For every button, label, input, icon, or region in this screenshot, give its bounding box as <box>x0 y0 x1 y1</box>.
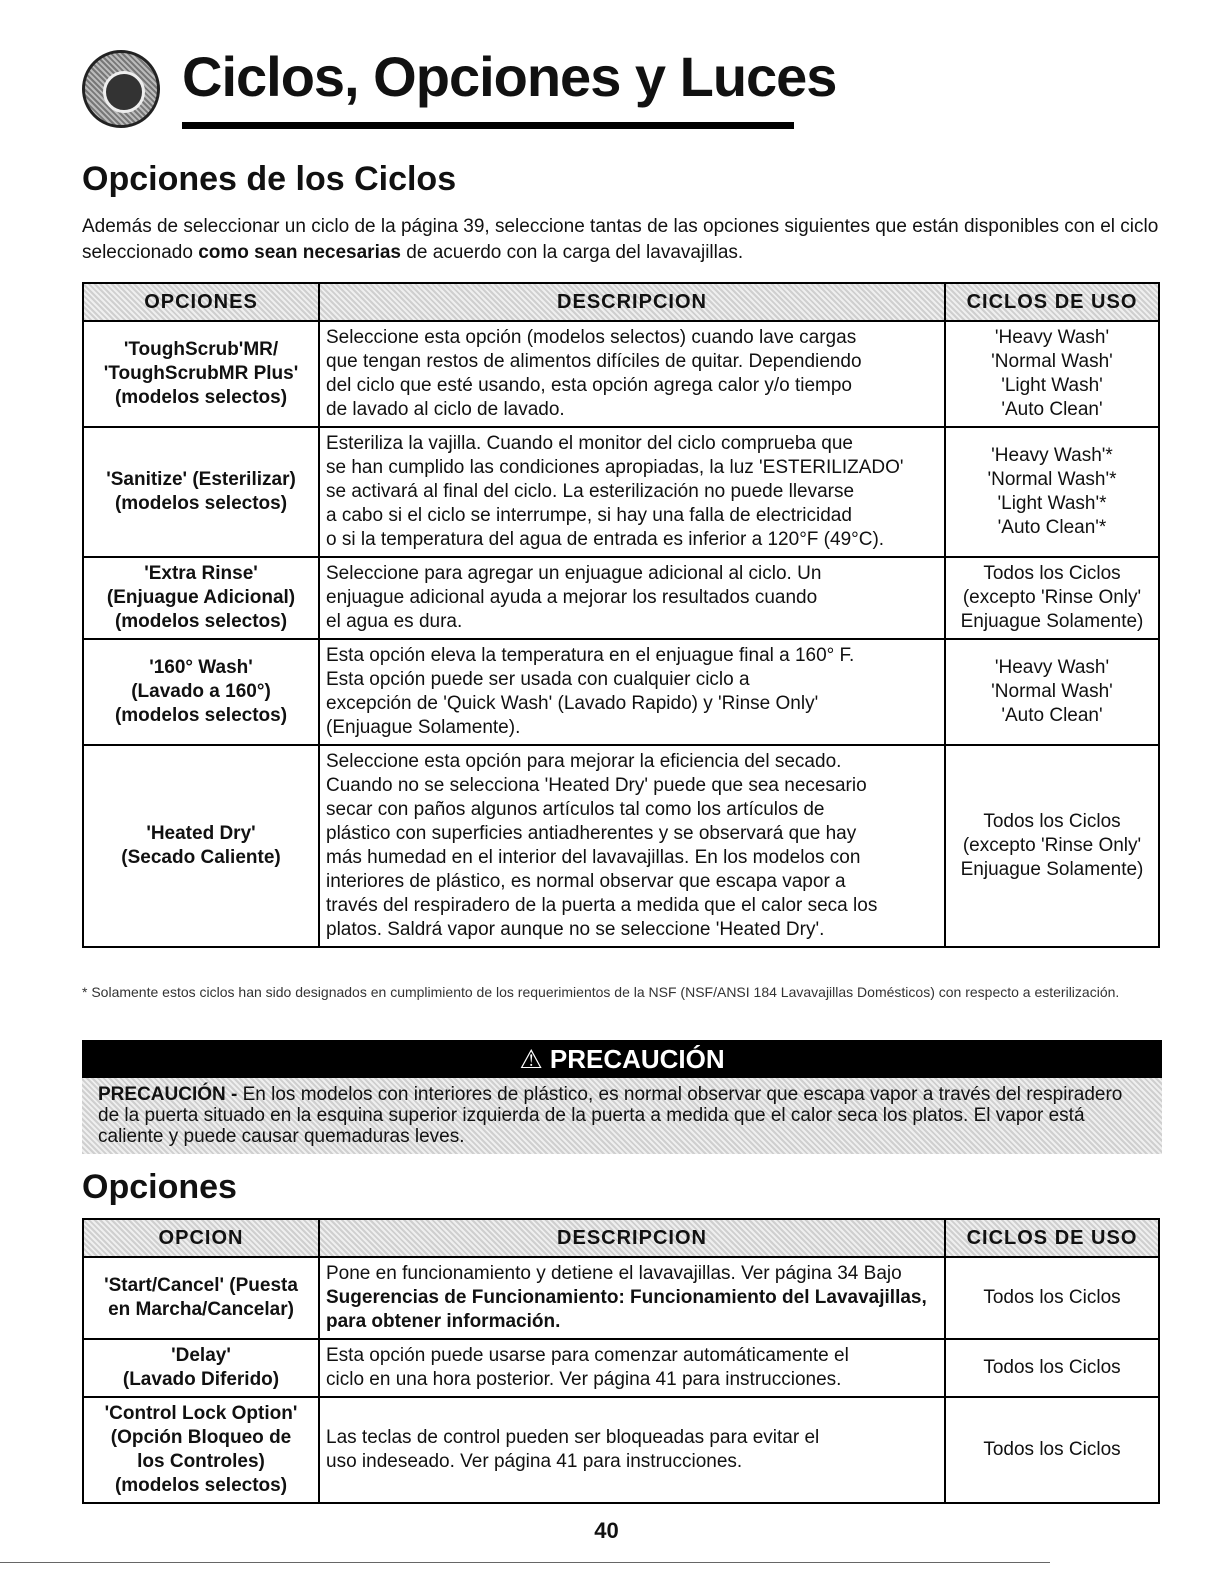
option-name-line: 'Start/Cancel' (Puesta <box>104 1275 298 1296</box>
cycles-cell <box>945 639 1159 745</box>
table-row <box>83 639 1159 745</box>
cycle-line: 'Heavy Wash' <box>994 657 1110 678</box>
cycle-line: 'Heavy Wash'* <box>991 445 1113 466</box>
option-name-line: (Enjuague Adicional) <box>106 587 296 608</box>
cycle-line: 'Auto Clean' <box>1001 399 1103 420</box>
description-line: más humedad en el interior del lavavajillas. En los modelos con <box>326 847 861 868</box>
table-row <box>83 427 1159 557</box>
option-description-cell <box>319 321 945 427</box>
description-line: se han cumplido las condiciones apropiadas, la luz 'ESTERILIZADO' <box>326 457 904 478</box>
description-line: interiores de plástico, es normal observar que escapa vapor a <box>326 871 846 892</box>
intro-emphasis: como sean necesarias <box>198 242 401 263</box>
option-name-line: 'Heated Dry' <box>146 823 256 844</box>
option-description-cell <box>319 427 945 557</box>
cycles-cell <box>945 1339 1159 1397</box>
description-line: Seleccione esta opción para mejorar la eficiencia del secado. <box>326 751 842 772</box>
column-header-description: DESCRIPCION <box>319 1219 945 1257</box>
column-header-cycles: CICLOS DE USO <box>945 1219 1159 1257</box>
caution-message <box>82 1078 1162 1154</box>
section-title-options: Opciones <box>82 1168 237 1206</box>
option-name-line: los Controles) <box>137 1451 265 1472</box>
table-row <box>83 1257 1159 1339</box>
description-line: Esta opción puede usarse para comenzar automáticamente el <box>326 1345 849 1366</box>
option-name-line: (Lavado Diferido) <box>122 1369 280 1390</box>
option-name-line: (modelos selectos) <box>114 1475 288 1496</box>
cycle-line: 'Heavy Wash' <box>994 327 1110 348</box>
description-line: Esta opción eleva la temperatura en el enjuague final a 160° F. <box>326 645 855 666</box>
cycle-line: Todos los Ciclos <box>983 563 1121 584</box>
intro-text-end: de acuerdo con la carga del lavavajillas. <box>401 242 744 263</box>
bottom-rule <box>0 1562 1050 1563</box>
description-line: través del respiradero de la puerta a medida que el calor seca los <box>326 895 878 916</box>
table-row <box>83 1397 1159 1503</box>
description-line: Las teclas de control pueden ser bloqueadas para evitar el <box>326 1427 820 1448</box>
description-line: Seleccione para agregar un enjuague adicional al ciclo. Un <box>326 563 822 584</box>
cycle-line: Enjuague Solamente) <box>960 611 1144 632</box>
description-line: plástico con superficies antiadherentes y se observará que hay <box>326 823 857 844</box>
dishwasher-control-icon <box>82 50 160 128</box>
caution-banner: ⚠ PRECAUCIÓN <box>82 1040 1162 1078</box>
title-underline <box>182 122 794 129</box>
option-name-line: '160° Wash' <box>149 657 253 678</box>
option-name-cell <box>83 427 319 557</box>
option-name-line: 'Control Lock Option' <box>104 1403 298 1424</box>
option-name-line: 'ToughScrubMR Plus' <box>103 363 299 384</box>
option-name-line: (modelos selectos) <box>114 387 288 408</box>
table-row <box>83 321 1159 427</box>
description-line: platos. Saldrá vapor aunque no se seleccione 'Heated Dry'. <box>326 919 825 940</box>
description-line: se activará al final del ciclo. La esterilización no puede llevarse <box>326 481 855 502</box>
cycle-line: (excepto 'Rinse Only' <box>962 587 1142 608</box>
cycle-line: 'Normal Wash'* <box>987 469 1117 490</box>
cycle-line: Todos los Ciclos <box>983 1357 1121 1378</box>
column-header-description: DESCRIPCION <box>319 283 945 321</box>
option-name-line: (modelos selectos) <box>114 493 288 514</box>
option-name-line: (modelos selectos) <box>114 705 288 726</box>
option-name-cell <box>83 1397 319 1503</box>
cycle-line: Todos los Ciclos <box>983 1287 1121 1308</box>
description-line: o si la temperatura del agua de entrada es inferior a 120°F (49°C). <box>326 529 885 550</box>
option-description-cell <box>319 1339 945 1397</box>
option-name-cell <box>83 639 319 745</box>
cycles-cell <box>945 557 1159 639</box>
description-line: de lavado al ciclo de lavado. <box>326 399 565 420</box>
description-line: excepción de 'Quick Wash' (Lavado Rapido) y 'Rinse Only' <box>326 693 819 714</box>
description-line: Esteriliza la vajilla. Cuando el monitor del ciclo comprueba que <box>326 433 853 454</box>
description-line: a cabo si el ciclo se interrumpe, si hay una falla de electricidad <box>326 505 852 526</box>
cycle-line: Todos los Ciclos <box>983 1439 1121 1460</box>
option-description-cell <box>319 1397 945 1503</box>
description-line: el agua es dura. <box>326 611 463 632</box>
table-header-row <box>83 1219 1159 1257</box>
column-header-options: OPCIONES <box>83 283 319 321</box>
option-name-cell <box>83 745 319 947</box>
cycles-cell <box>945 1257 1159 1339</box>
column-header-cycles: CICLOS DE USO <box>945 283 1159 321</box>
option-name-cell <box>83 1257 319 1339</box>
description-line: ciclo en una hora posterior. Ver página 41 para instrucciones. <box>326 1369 842 1390</box>
option-name-line: (Lavado a 160°) <box>131 681 271 702</box>
intro-text: Además de seleccionar un ciclo de la página 39, seleccione tantas de las opciones siguientes que están disponibles con el ciclo seleccionado <box>82 216 1159 263</box>
option-description-cell <box>319 1257 945 1339</box>
cycle-line: 'Auto Clean'* <box>997 517 1107 538</box>
description-line: (Enjuague Solamente). <box>326 717 521 738</box>
cycle-line: 'Light Wash'* <box>997 493 1107 514</box>
option-name-line: 'Extra Rinse' <box>144 563 258 584</box>
option-name-line: (Opción Bloqueo de <box>110 1427 292 1448</box>
description-line: Seleccione esta opción (modelos selectos) cuando lave cargas <box>326 327 857 348</box>
cycle-line: 'Normal Wash' <box>991 681 1113 702</box>
description-line: secar con paños algunos artículos tal como los artículos de <box>326 799 825 820</box>
cycles-cell <box>945 427 1159 557</box>
page-title: Ciclos, Opciones y Luces <box>182 45 837 108</box>
cycle-line: Todos los Ciclos <box>983 811 1121 832</box>
option-name-cell <box>83 557 319 639</box>
cycle-line: 'Light Wash' <box>1001 375 1103 396</box>
option-name-line: 'Delay' <box>171 1345 231 1366</box>
option-description-cell <box>319 639 945 745</box>
cycles-cell <box>945 745 1159 947</box>
intro-paragraph <box>82 214 1162 266</box>
table-row <box>83 1339 1159 1397</box>
page-number: 40 <box>594 1518 619 1543</box>
cycles-cell <box>945 321 1159 427</box>
description-line: uso indeseado. Ver página 41 para instrucciones. <box>326 1451 743 1472</box>
table-row <box>83 745 1159 947</box>
table-row <box>83 557 1159 639</box>
section-title-cycle-options: Opciones de los Ciclos <box>82 160 457 198</box>
table-header-row <box>83 283 1159 321</box>
description-line: que tengan restos de alimentos difíciles de quitar. Dependiendo <box>326 351 862 372</box>
cycle-options-table <box>82 282 1160 948</box>
description-line: enjuague adicional ayuda a mejorar los resultados cuando <box>326 587 818 608</box>
caution-label: PRECAUCIÓN - <box>98 1084 238 1105</box>
description-line: Cuando no se selecciona 'Heated Dry' puede que sea necesario <box>326 775 867 796</box>
description-emphasis: Sugerencias de Funcionamiento: Funcionamiento del Lavavajillas, para obtener información. <box>326 1287 927 1332</box>
description-line: del ciclo que esté usando, esta opción agrega calor y/o tiempo <box>326 375 852 396</box>
option-name-line: 'Sanitize' (Esterilizar) <box>106 469 296 490</box>
description-line: Esta opción puede ser usada con cualquier ciclo a <box>326 669 750 690</box>
option-name-cell <box>83 1339 319 1397</box>
page-header <box>82 44 837 136</box>
option-name-line: (Secado Caliente) <box>121 847 281 868</box>
option-name-line: en Marcha/Cancelar) <box>108 1299 294 1320</box>
options-table <box>82 1218 1160 1504</box>
description-text: Pone en funcionamiento y detiene el lavavajillas. Ver página 34 Bajo <box>326 1263 902 1284</box>
column-header-option: OPCION <box>83 1219 319 1257</box>
cycle-line: 'Normal Wash' <box>991 351 1113 372</box>
cycle-line: Enjuague Solamente) <box>960 859 1144 880</box>
option-description-cell <box>319 557 945 639</box>
cycle-line: (excepto 'Rinse Only' <box>962 835 1142 856</box>
option-description-cell <box>319 745 945 947</box>
option-name-line: (modelos selectos) <box>114 611 288 632</box>
cycles-cell <box>945 1397 1159 1503</box>
cycle-line: 'Auto Clean' <box>1001 705 1103 726</box>
option-name-cell <box>83 321 319 427</box>
option-name-line: 'ToughScrub'MR/ <box>123 339 279 360</box>
footnote: * Solamente estos ciclos han sido designados en cumplimiento de los requerimientos de la NSF (NSF/ANSI 184 Lavavajillas Domésticos) con respecto a esterilización. <box>82 984 1120 1000</box>
caution-text: En los modelos con interiores de plástico, es normal observar que escapa vapor a través del respiradero de la puerta situado en la esquina superior izquierda de la puerta a medida que el calor seca los platos. El vapor está caliente y puede causar quemaduras leves. <box>98 1084 1123 1147</box>
